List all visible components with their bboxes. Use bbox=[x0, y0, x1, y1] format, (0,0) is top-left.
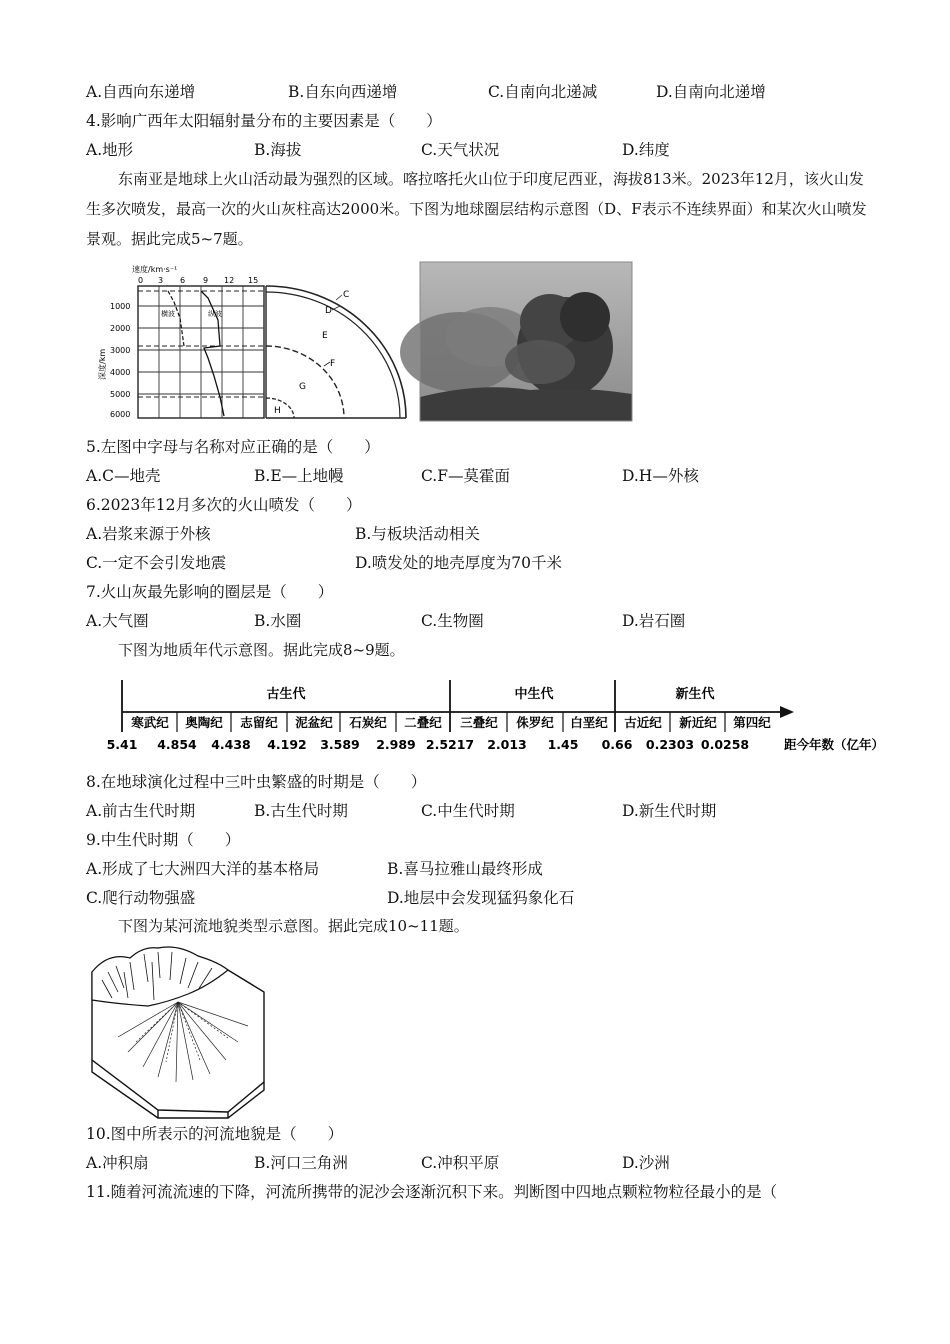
depth-tick: 3000 bbox=[110, 346, 131, 355]
q6-option-b: B.与板块活动相关 bbox=[355, 525, 480, 543]
q10-option-d: D.沙洲 bbox=[622, 1154, 670, 1172]
q8-option-c: C.中生代时期 bbox=[421, 802, 515, 820]
q9-stem: 9.中生代时期（ ） bbox=[86, 831, 241, 849]
depth-tick: 2000 bbox=[110, 324, 131, 333]
q3-option-a: A.自西向东递增 bbox=[86, 83, 196, 101]
period-label: 三叠纪 bbox=[460, 715, 498, 730]
depth-tick: 5000 bbox=[110, 390, 131, 399]
intro-10-11: 下图为某河流地貌类型示意图。据此完成10~11题。 bbox=[118, 917, 469, 935]
volcano-eruption-photo bbox=[420, 262, 632, 421]
era-label: 新生代 bbox=[675, 687, 715, 702]
q8-stem: 8.在地球演化过程中三叶虫繁盛的时期是（ ） bbox=[86, 773, 427, 791]
layer-letter: F bbox=[330, 359, 336, 369]
depth-ticks bbox=[110, 302, 130, 419]
period-label: 新近纪 bbox=[679, 715, 717, 730]
q10-option-b: B.河口三角洲 bbox=[254, 1154, 348, 1172]
depth-tick: 6000 bbox=[110, 410, 131, 419]
period-label: 志留纪 bbox=[240, 715, 278, 730]
age-label: 4.438 bbox=[211, 737, 251, 752]
layer-letter: C bbox=[343, 290, 350, 300]
period-label: 第四纪 bbox=[733, 715, 771, 730]
depth-tick: 1000 bbox=[110, 302, 131, 311]
q10-option-c: C.冲积平原 bbox=[421, 1154, 500, 1172]
age-label: 2.013 bbox=[487, 737, 527, 752]
velocity-tick: 3 bbox=[158, 276, 164, 285]
age-label: 2.5217 bbox=[425, 737, 475, 752]
q9-option-c: C.爬行动物强盛 bbox=[86, 889, 196, 907]
age-label: 1.45 bbox=[547, 737, 579, 752]
q5-option-a: A.C—地壳 bbox=[86, 467, 161, 485]
q10-option-a: A.冲积扇 bbox=[86, 1154, 149, 1172]
q5-option-d: D.H—外核 bbox=[622, 467, 699, 485]
q4-stem: 4.影响广西年太阳辐射量分布的主要因素是（ ） bbox=[86, 112, 442, 130]
q8-option-a: A.前古生代时期 bbox=[86, 802, 196, 820]
q11-stem: 11.随着河流流速的下降，河流所携带的泥沙会逐渐沉积下来。判断图中四地点颗粒物粒径最小的是（ bbox=[86, 1183, 778, 1201]
layer-letter: G bbox=[299, 382, 306, 392]
q3-option-b: B.自东向西递增 bbox=[288, 83, 398, 101]
q6-stem: 6.2023年12月多次的火山喷发（ ） bbox=[86, 496, 362, 514]
q4-option-d: D.纬度 bbox=[622, 141, 670, 159]
q10-stem: 10.图中所表示的河流地貌是（ ） bbox=[86, 1125, 344, 1143]
period-label: 侏罗纪 bbox=[516, 715, 554, 730]
q9-option-b: B.喜马拉雅山最终形成 bbox=[387, 860, 543, 878]
period-label: 二叠纪 bbox=[404, 715, 442, 730]
age-label: 2.989 bbox=[376, 737, 416, 752]
depth-tick: 4000 bbox=[110, 368, 131, 377]
q3-option-d: D.自南向北递增 bbox=[656, 83, 766, 101]
q6-option-c: C.一定不会引发地震 bbox=[86, 554, 227, 572]
q7-option-a: A.大气圈 bbox=[86, 612, 149, 630]
q4-option-c: C.天气状况 bbox=[421, 141, 500, 159]
velocity-tick: 12 bbox=[224, 276, 235, 285]
period-label: 白垩纪 bbox=[570, 715, 608, 730]
q8-option-b: B.古生代时期 bbox=[254, 802, 348, 820]
intro-8-9: 下图为地质年代示意图。据此完成8~9题。 bbox=[118, 641, 405, 659]
q5-option-b: B.E—上地幔 bbox=[254, 467, 344, 485]
q7-option-c: C.生物圈 bbox=[421, 612, 484, 630]
era-label: 古生代 bbox=[266, 687, 306, 702]
timeline-axis-label: 距今年数（亿年） bbox=[784, 737, 885, 752]
p-wave-label: 纵波 bbox=[208, 310, 222, 318]
depth-axis-label: 深度/km bbox=[98, 348, 107, 380]
q9-option-d: D.地层中会发现猛犸象化石 bbox=[387, 889, 575, 907]
age-label: 0.0258 bbox=[700, 737, 750, 752]
q7-option-d: D.岩石圈 bbox=[622, 612, 686, 630]
velocity-ticks bbox=[138, 276, 258, 285]
s-wave-label: 横波 bbox=[161, 310, 175, 318]
velocity-tick: 15 bbox=[248, 276, 259, 285]
q7-stem: 7.火山灰最先影响的圈层是（ ） bbox=[86, 583, 334, 601]
q4-option-b: B.海拔 bbox=[254, 141, 302, 159]
q9-option-a: A.形成了七大洲四大洋的基本格局 bbox=[86, 860, 320, 878]
age-label: 0.2303 bbox=[645, 737, 695, 752]
intro-5-7: 东南亚是地球上火山活动最为强烈的区域。喀拉喀托火山位于印度尼西亚，海拔813米。2023年12月，该火山发生多次喷发，最高一次的火山灰柱高达2000米。下图为地球圈层结构示意图（D、F表示不连续界面）和某次火山喷发景观。据此完成5~7题。 bbox=[86, 170, 867, 248]
q4-option-a: A.地形 bbox=[86, 141, 134, 159]
q8-option-d: D.新生代时期 bbox=[622, 802, 717, 820]
period-label: 奥陶纪 bbox=[185, 715, 223, 730]
age-label: 3.589 bbox=[320, 737, 360, 752]
q5-stem: 5.左图中字母与名称对应正确的是（ ） bbox=[86, 438, 380, 456]
s-wave-curve bbox=[168, 291, 184, 346]
layer-letter: D bbox=[325, 306, 332, 316]
period-label: 古近纪 bbox=[624, 715, 662, 730]
period-label: 泥盆纪 bbox=[295, 715, 333, 730]
velocity-axis-label: 速度/km·s⁻¹ bbox=[132, 265, 178, 274]
layer-letter: H bbox=[274, 406, 281, 416]
geologic-timeline bbox=[104, 676, 885, 756]
velocity-tick: 0 bbox=[138, 276, 144, 285]
q6-option-a: A.岩浆来源于外核 bbox=[86, 525, 211, 543]
layer-letter: E bbox=[322, 331, 328, 341]
era-label: 中生代 bbox=[514, 687, 554, 702]
velocity-tick: 9 bbox=[203, 276, 209, 285]
river-landform-diagram bbox=[88, 942, 268, 1118]
q5-option-c: C.F—莫霍面 bbox=[421, 467, 510, 485]
age-label: 0.66 bbox=[601, 737, 633, 752]
period-label: 寒武纪 bbox=[131, 715, 169, 730]
earth-structure-figure bbox=[96, 262, 412, 424]
q6-option-d: D.喷发处的地壳厚度为70千米 bbox=[355, 554, 563, 572]
age-label: 4.854 bbox=[157, 737, 197, 752]
velocity-tick: 6 bbox=[180, 276, 186, 285]
age-label: 4.192 bbox=[267, 737, 307, 752]
age-label: 5.41 bbox=[106, 737, 138, 752]
q7-option-b: B.水圈 bbox=[254, 612, 302, 630]
period-label: 石炭纪 bbox=[349, 715, 387, 730]
q3-option-c: C.自南向北递减 bbox=[488, 83, 598, 101]
